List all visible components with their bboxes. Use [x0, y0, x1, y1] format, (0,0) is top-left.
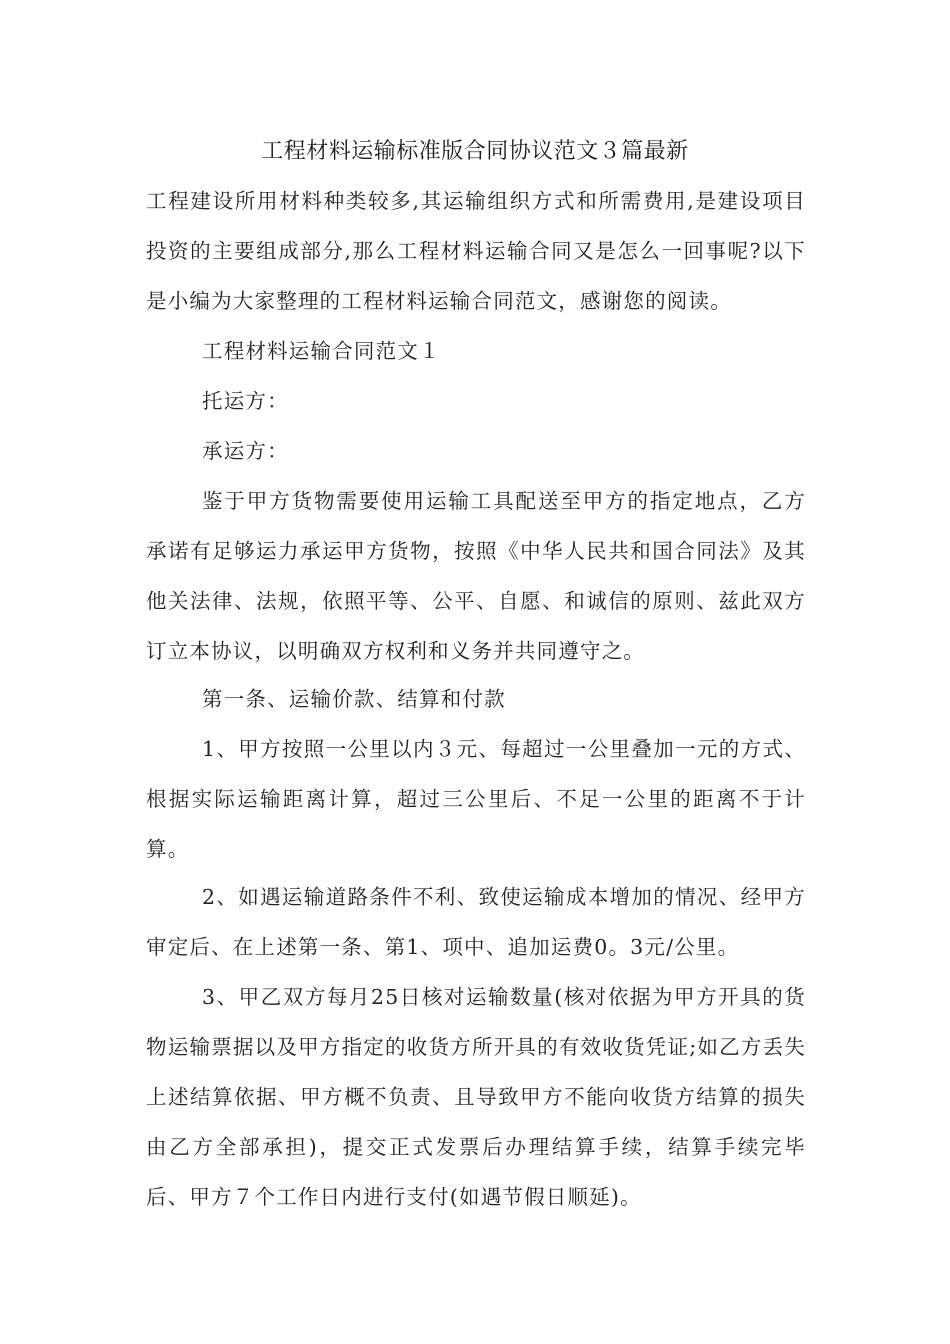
- shipper-label: 托运方：: [202, 389, 289, 413]
- document-title: 工程材料运输标准版合同协议范文３篇最新: [261, 139, 689, 164]
- intro-paragraph: 工程建设所用材料种类较多,其运输组织方式和所需费用,是建设项目投资的主要组成部分,那么工程材料运输合同又是怎么一回事呢?以下是小编为大家整理的工程材料运输合同范文，感谢您的阅读。: [146, 189, 806, 313]
- preamble-paragraph: 鉴于甲方货物需要使用运输工具配送至甲方的指定地点，乙方承诺有足够运力承运甲方货物，按照《中华人民共和国合同法》及其他关法律、法规，依照平等、公平、自愿、和诚信的原则、兹此双方订立本协议，以明确双方权利和义务并共同遵守之。: [146, 489, 806, 663]
- clause-3-paragraph: 3、甲乙双方每月25日核对运输数量(核对依据为甲方开具的货物运输票据以及甲方指定的收货方所开具的有效收货凭证;如乙方丢失上述结算依据、甲方概不负责、且导致甲方不能向收货方结算的损失由乙方全部承担)，提交正式发票后办理结算手续，结算手续完毕后、甲方７个工作日内进行支付(如遇节假日顺延)。: [146, 985, 806, 1209]
- carrier-label: 承运方：: [202, 439, 289, 463]
- section-heading-sample-1: 工程材料运输合同范文１: [202, 339, 441, 363]
- clause-2-paragraph: 2、如遇运输道路条件不利、致使运输成本增加的情况、经甲方审定后、在上述第一条、第1、项中、追加运费0。3元/公里。: [146, 885, 806, 959]
- clause-1-paragraph: 1、甲方按照一公里以内３元、每超过一公里叠加一元的方式、根据实际运输距离计算，超过三公里后、不足一公里的距离不于计算。: [146, 737, 806, 861]
- article-1-heading: 第一条、运输价款、结算和付款: [202, 687, 506, 711]
